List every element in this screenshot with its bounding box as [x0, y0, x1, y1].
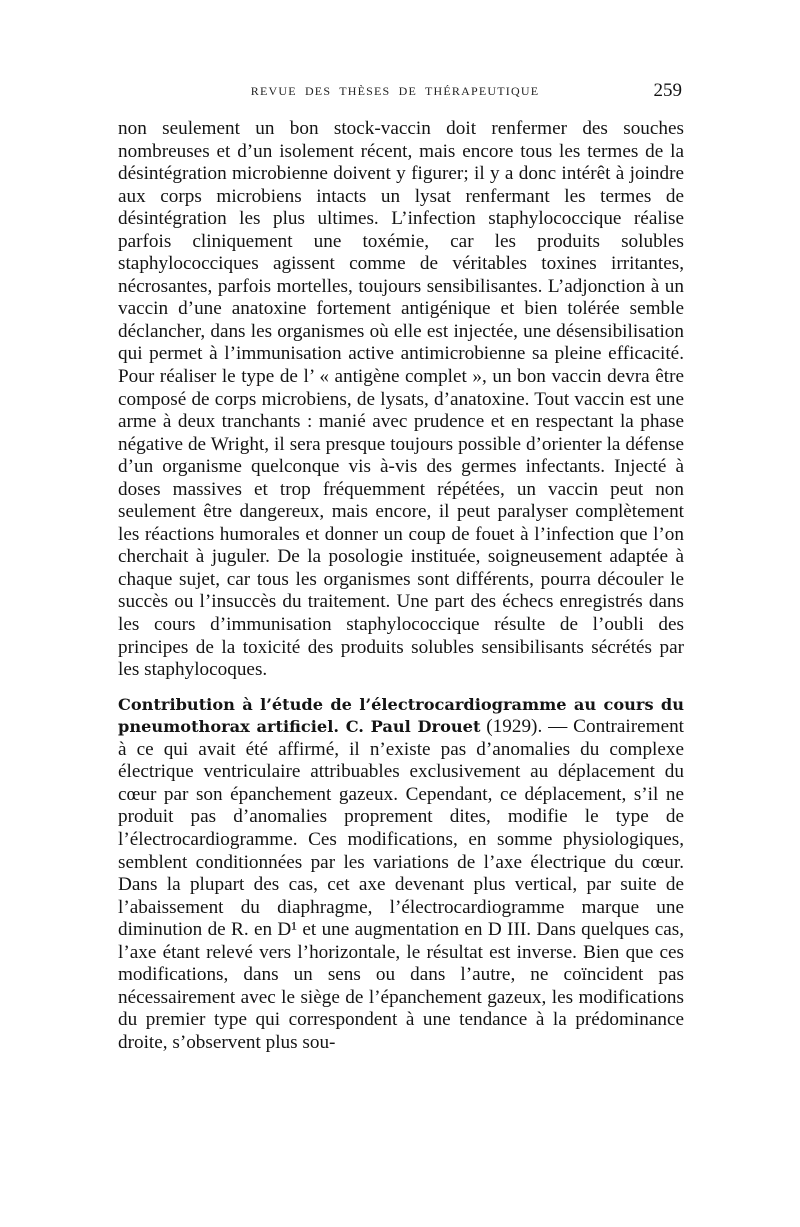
running-header	[108, 80, 682, 102]
paragraph-stock-vaccin: non seulement un bon stock-vaccin doit renfermer des souches nombreuses et d’un isolement récent, mais encore tous les termes de la désintégration microbienne doivent y figurer; il y a donc intérêt à joindre aux corps microbiens intacts un lysat renfermant les termes de désintégration les plus ultimes. L’infection staphylococcique réalise parfois cliniquement une toxémie, car les produits solubles staphylococciques agissent comme de véritables toxines irritantes, nécrosantes, parfois mortelles, toujours sensibilisantes. L’adjonction à un vaccin d’une anatoxine fortement antigénique et bien tolérée semble déclancher, dans les organismes où elle est injectée, une désensibilisation qui permet à l’immunisation active antimicrobienne sa pleine efficacité. Pour réaliser le type de l’ « antigène complet », un bon vaccin devra être composé de corps microbiens, de lysats, d’anatoxine. Tout vaccin est une arme à deux tranchants : manié avec prudence et en respectant la phase négative de Wright, il sera presque toujours possible d’orienter la défense d’un organisme quelconque vis à-vis des germes infectants. Injecté à doses massives et trop fréquemment répétées, un vaccin peut non seulement être dangereux, mais encore, il peut paralyser complètement les réactions humorales et donner un coup de fouet à l’infection que l’on cherchait à juguler. De la posologie instituée, soigneusement adaptée à chaque sujet, car tous les organismes sont différents, pourra découler le succès ou l’insuccès du traitement. Une part des échecs enregistrés dans les cours d’immunisation staphylococcique résulte de l’oubli des principes de la toxicité des produits solubles sensibilisants sécrétés par les staphylocoques.	[118, 118, 684, 681]
running-title: REVUE DES THÈSES DE THÉRAPEUTIQUE	[250, 84, 540, 98]
article-year: (1929).	[486, 716, 543, 738]
page-number: 259	[653, 80, 682, 101]
article-abstract: — Contrairement à ce qui avait été affirmé, il n’existe pas d’anomalies du complexe électrique ventriculaire attribuables exclusivement au déplacement du cœur par son épanchement gazeux. Cependant, ce déplacement, s’il ne produit pas d’anomalies proprement dites, modifie le type de l’électrocardiogramme. Ces modifications, en somme physiologiques, semblent conditionnées par les variations de l’axe électrique du cœur. Dans la plupart des cas, cet axe devenant plus vertical, par suite de l’abaissement du diaphragme, l’électrocardiogramme marque une diminution de R. en D¹ et une augmentation en D III. Dans quelques cas, l’axe étant relevé vers l’horizontale, le résultat est inverse. Bien que ces modifications, dans un sens ou dans l’autre, ne coïncident pas nécessairement avec le siège de l’épanchement gazeux, les modifications du premier type qui correspondent à une tendance à la prédominance droite, s’observent plus sou-	[118, 716, 685, 1053]
body-text	[118, 118, 684, 1054]
paragraph-electrocardiogramme	[118, 694, 684, 1055]
article-heading: Contribution à l’étude de l’électrocardiogramme au cours du pneumothorax artificiel. C. Paul Drouet	[118, 694, 684, 737]
